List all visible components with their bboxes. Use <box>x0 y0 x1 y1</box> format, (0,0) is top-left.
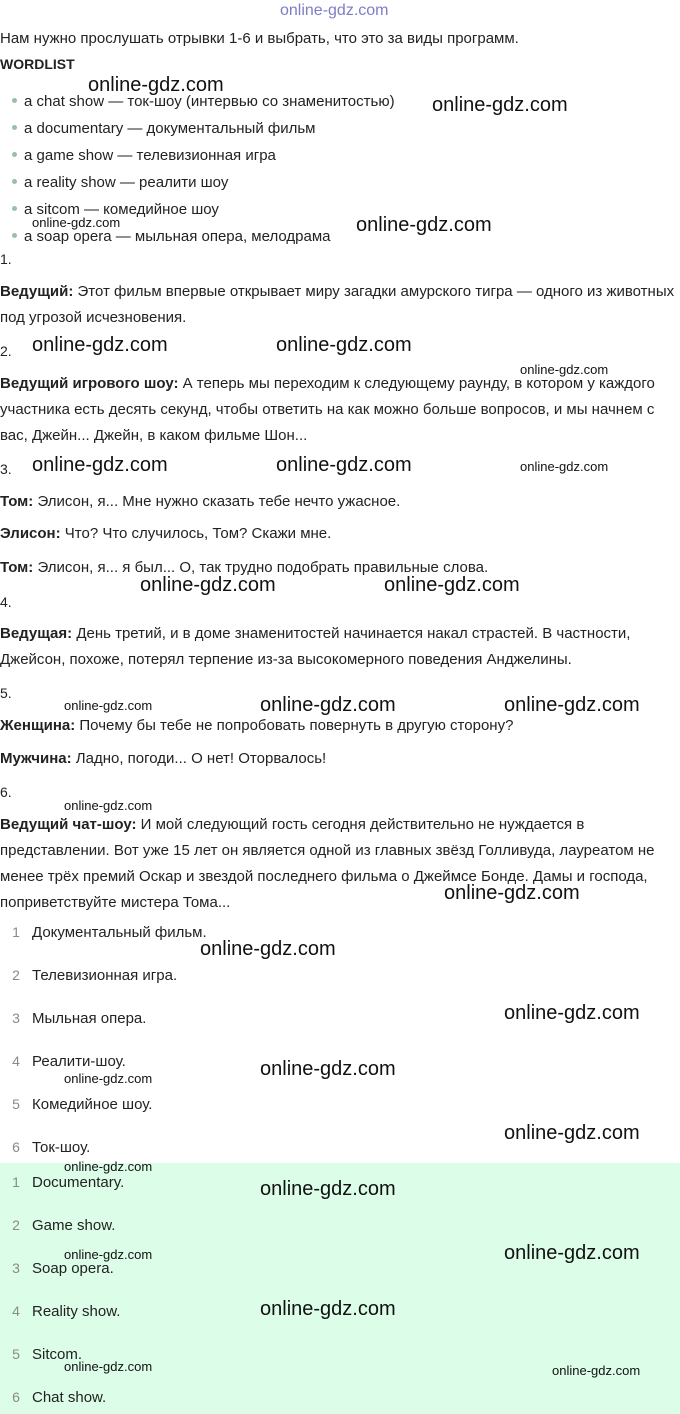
extract-3c-text: Том: Элисон, я... я был... О, так трудно подобрать правильные слова. <box>0 559 489 576</box>
watermark: online-gdz.com <box>32 334 168 356</box>
wordlist-item: a game show — телевизионная игра <box>12 147 276 164</box>
extract-number: 4. <box>0 594 12 610</box>
watermark: online-gdz.com <box>432 94 568 116</box>
extract-number: 1. <box>0 251 12 267</box>
watermark: online-gdz.com <box>64 698 153 713</box>
watermark: online-gdz.com <box>260 694 396 716</box>
wordlist-item: a sitcom — комедийное шоу <box>12 201 219 218</box>
speaker: Ведущий: <box>0 283 74 300</box>
watermark: online-gdz.com <box>520 459 609 474</box>
watermark: online-gdz.com <box>32 215 121 230</box>
watermark: online-gdz.com <box>520 362 609 377</box>
extract-3a-text: Том: Элисон, я... Мне нужно сказать тебе нечто ужасное. <box>0 493 401 510</box>
watermark: online-gdz.com <box>552 1363 641 1378</box>
extract-number: 3. <box>0 461 12 477</box>
header-watermark: online-gdz.com <box>280 2 389 19</box>
speaker: Ведущая: <box>0 625 73 642</box>
watermark: online-gdz.com <box>356 214 492 236</box>
extract-5b-text: Мужчина: Ладно, погоди... О нет! Оторвалось! <box>0 750 327 767</box>
extract-1-text: Ведущий: Этот фильм впервые открывает миру загадки амурского тигра — одного из животных под угрозой исчезновения. <box>0 283 675 326</box>
wordlist-item: a reality show — реалити шоу <box>12 174 228 191</box>
answer-en-item: 6 Chat show. <box>12 1389 107 1406</box>
speaker: Ведущий игрового шоу: <box>0 375 179 392</box>
speaker: Том: <box>0 559 34 576</box>
speaker: Элисон: <box>0 525 61 542</box>
watermark: online-gdz.com <box>260 1178 396 1200</box>
answer-en-item: 5 Sitcom. <box>12 1346 83 1363</box>
watermark: online-gdz.com <box>64 1359 153 1374</box>
bullet-icon <box>12 233 17 238</box>
watermark: online-gdz.com <box>444 882 580 904</box>
extract-number: 5. <box>0 685 12 701</box>
speaker: Женщина: <box>0 717 76 734</box>
answer-ru-item: 1 Документальный фильм. <box>12 924 207 941</box>
watermark: online-gdz.com <box>504 1002 640 1024</box>
answer-en-item: 2 Game show. <box>12 1217 116 1234</box>
wordlist-item: a soap opera — мыльная опера, мелодрама <box>12 228 331 245</box>
watermark: online-gdz.com <box>200 938 336 960</box>
watermark: online-gdz.com <box>384 574 520 596</box>
answer-ru-item: 2 Телевизионная игра. <box>12 967 178 984</box>
bullet-icon <box>12 206 17 211</box>
intro-text: Нам нужно прослушать отрывки 1-6 и выбрать, что это за виды программ. <box>0 30 519 47</box>
extract-number: 2. <box>0 343 12 359</box>
answer-en-item: 1 Documentary. <box>12 1174 125 1191</box>
watermark: online-gdz.com <box>140 574 276 596</box>
answer-en-item: 3 Soap opera. <box>12 1260 114 1277</box>
speaker: Мужчина: <box>0 750 72 767</box>
answer-en-item: 4 Reality show. <box>12 1303 121 1320</box>
bullet-icon <box>12 98 17 103</box>
speaker: Том: <box>0 493 34 510</box>
extract-3b-text: Элисон: Что? Что случилось, Том? Скажи мне. <box>0 525 332 542</box>
answer-ru-item: 3 Мыльная опера. <box>12 1010 147 1027</box>
watermark: online-gdz.com <box>504 1122 640 1144</box>
bullet-icon <box>12 125 17 130</box>
watermark: online-gdz.com <box>276 454 412 476</box>
speaker: Ведущий чат-шоу: <box>0 816 137 833</box>
watermark: online-gdz.com <box>504 1242 640 1264</box>
extract-2-text: Ведущий игрового шоу: А теперь мы переходим к следующему раунду, в котором у каждого участника есть десять секунд, чтобы ответить на как можно больше вопросов, и мы начнем с вас, Джейн... Джейн, в каком фильме Шон... <box>0 375 655 444</box>
extract-4-text: Ведущая: День третий, и в доме знаменитостей начинается накал страстей. В частности, Джейсон, похоже, потерял терпение из-за высокомерного поведения Анджелины. <box>0 625 631 668</box>
watermark: online-gdz.com <box>260 1298 396 1320</box>
watermark: online-gdz.com <box>64 1159 153 1174</box>
bullet-icon <box>12 179 17 184</box>
wordlist-title: WORDLIST <box>0 56 75 72</box>
answer-ru-item: 6 Ток-шоу. <box>12 1139 91 1156</box>
watermark: online-gdz.com <box>64 1071 153 1086</box>
answer-ru-item: 5 Комедийное шоу. <box>12 1096 153 1113</box>
wordlist-item: a documentary — документальный фильм <box>12 120 315 137</box>
watermark: online-gdz.com <box>64 798 153 813</box>
bullet-icon <box>12 152 17 157</box>
extract-number: 6. <box>0 784 12 800</box>
watermark: online-gdz.com <box>64 1247 153 1262</box>
watermark: online-gdz.com <box>88 74 224 96</box>
extract-5a-text: Женщина: Почему бы тебе не попробовать повернуть в другую сторону? <box>0 717 514 734</box>
extract-6-text: Ведущий чат-шоу: И мой следующий гость сегодня действительно не нуждается в представлении. Вот уже 15 лет он является одной из главных звёзд Голливуда, лауреатом не менее трёх премий Оскар и звездой последнего фильма о Джеймсе Бонде. Дамы и господа, поприветствуйте мистера Тома... <box>0 816 655 911</box>
watermark: online-gdz.com <box>276 334 412 356</box>
answer-ru-item: 4 Реалити-шоу. <box>12 1053 126 1070</box>
watermark: online-gdz.com <box>504 694 640 716</box>
watermark: online-gdz.com <box>32 454 168 476</box>
watermark: online-gdz.com <box>260 1058 396 1080</box>
wordlist-item: a chat show — ток-шоу (интервью со знаменитостью) <box>12 93 395 110</box>
